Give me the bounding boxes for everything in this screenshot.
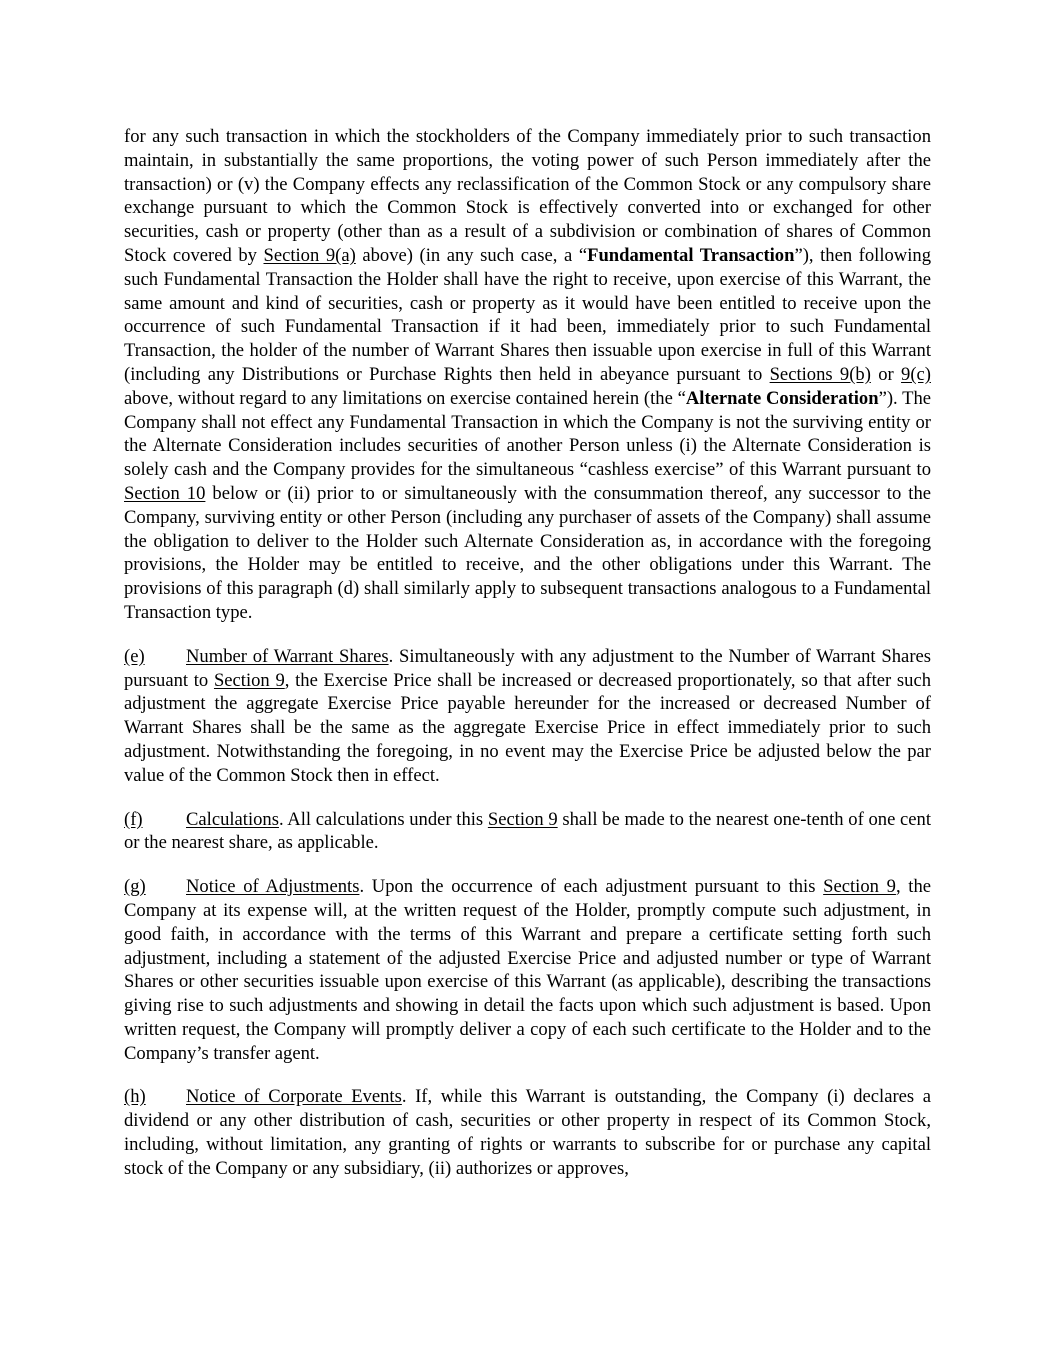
section-reference: Section 9 [823, 876, 896, 898]
text: above) (in any such case, a “ [355, 244, 588, 266]
section-reference: Section 9 [213, 669, 285, 691]
text: for any such transaction in which the stockholders of the Company immediately prior to such transaction maintain, in substantially the same proportions, the voting power of such Person immediately after the transaction) or (v) the Company effects any reclassification of the Common Stock or any compulsory share exchange pursuant to which the Common Stock is effectively converted into or exchanged for other securities, cash or property (other than as a result of a subdivision or combination of shares of Common Stock covered by [124, 126, 931, 266]
text: . All calculations under this [278, 808, 488, 830]
text: . Upon the occurrence of each adjustment pursuant to this [359, 876, 824, 898]
text: above, without regard to any limitations on exercise contained herein (the “ [124, 387, 686, 409]
clause-heading: Notice of Adjustments [186, 876, 360, 898]
paragraph-e [124, 645, 931, 788]
text: . Simultaneously with any adjustment to the Number of Warrant Shares pursuant to [124, 645, 931, 691]
clause-label: (h) [124, 1086, 146, 1108]
paragraph-f [124, 808, 931, 856]
defined-term: Fundamental Transaction [587, 244, 795, 266]
section-reference: Section 9(a) [263, 244, 356, 266]
clause-label: (e) [124, 645, 145, 667]
text: or [870, 363, 902, 385]
text: . If, while this Warrant is outstanding, the Company (i) declares a dividend or any other distribution of cash, securities or other property in respect of its Common Stock, including, without limitation, any granting of rights or warrants to subscribe for or purchase any capital stock of the Company or any subsidiary, (ii) authorizes or approves, [124, 1086, 932, 1179]
section-reference: Sections 9(b) [769, 363, 871, 385]
clause-heading: Number of Warrant Shares [186, 645, 389, 667]
clause-label: (f) [124, 808, 143, 830]
paragraph-g [124, 875, 931, 1065]
text: below or (ii) prior to or simultaneously with the consummation thereof, any successor to the Company, surviving entity or other Person (including any purchaser of assets of the Company) shall assume the obligation to deliver to the Holder such Alternate Consideration as, in accordance with the foregoing provisions, the Holder may be entitled to receive, and the other obligations under this Warrant. The provisions of this paragraph (d) shall similarly apply to subsequent transactions analogous to a Fundamental Transaction type. [124, 482, 932, 623]
text: ”). The Company shall not effect any Fundamental Transaction in which the Company is not the surviving entity or the Alternate Consideration includes securities of another Person unless (i) the Alternate Consideration is solely cash and the Company provides for the simultaneous “cashless exercise” of this Warrant pursuant to [124, 387, 931, 481]
text: ”), then following such Fundamental Transaction the Holder shall have the right to receive, upon exercise of this Warrant, the same amount and kind of securities, cash or property as it would have been entitled to receive upon the occurrence of such Fundamental Transaction if it had been, immediately prior to such Fundamental Transaction, the holder of the number of Warrant Shares then issuable upon exercise in full of this Warrant (including any Distributions or Purchase Rights then held in abeyance pursuant to [124, 244, 931, 385]
defined-term: Alternate Consideration [685, 387, 879, 409]
paragraph-h [124, 1085, 931, 1180]
clause-heading: Notice of Corporate Events [186, 1086, 402, 1108]
section-reference: Section 9 [487, 808, 558, 830]
clause-heading: Calculations [186, 808, 279, 830]
section-reference: 9(c) [901, 363, 931, 385]
text: shall be made to the nearest one-tenth of one cent or the nearest share, as applicable. [124, 808, 931, 854]
document-page [124, 125, 931, 1181]
clause-label: (g) [124, 876, 146, 898]
paragraph-fundamental-transaction [124, 125, 931, 625]
section-reference: Section 10 [124, 482, 206, 504]
text: , the Exercise Price shall be increased or decreased proportionately, so that after such adjustment the aggregate Exercise Price payable hereunder for the increased or decreased Number of Warrant Shares shall be the same as the aggregate Exercise Price in effect immediately prior to such adjustment. Notwithstanding the foregoing, in no event may the Exercise Price be adjusted below the par value of the Common Stock then in effect. [124, 669, 931, 786]
text: , the Company at its expense will, at the written request of the Holder, promptly compute such adjustment, in good faith, in accordance with the terms of this Warrant and prepare a certificate setting forth such adjustment, including a statement of the adjusted Exercise Price and adjusted number or type of Warrant Shares or other securities issuable upon exercise of this Warrant (as applicable), describing the transactions giving rise to such adjustments and showing in detail the facts upon which such adjustment is based. Upon written request, the Company will promptly deliver a copy of each such certificate to the Holder and to the Company’s transfer agent. [124, 876, 932, 1064]
